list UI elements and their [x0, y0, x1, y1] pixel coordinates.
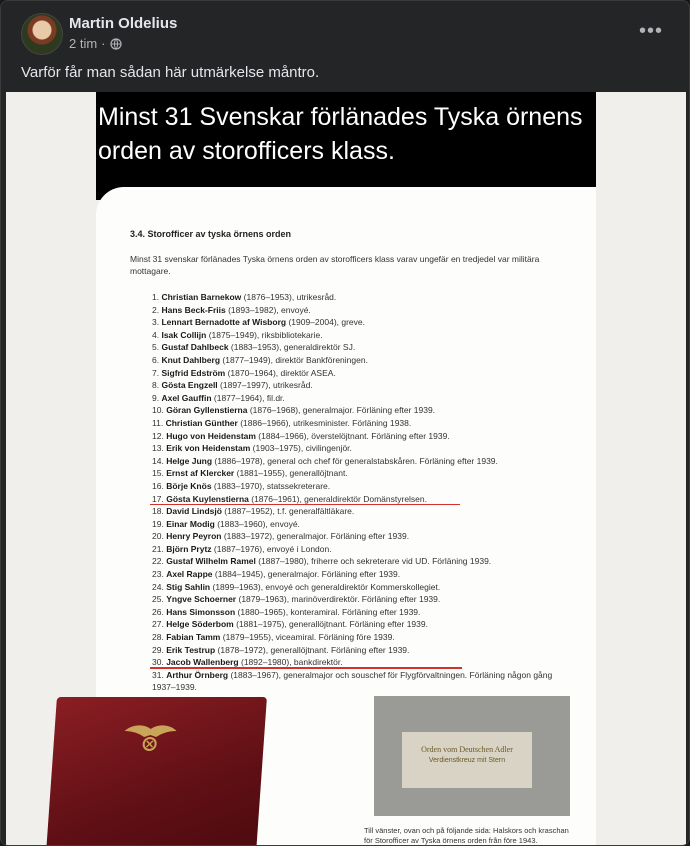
list-item-details: (1876–1968), generalmajor. Förläning efter 1939. — [247, 405, 436, 416]
list-item-details: (1903–1975), civilingenjör. — [250, 443, 352, 454]
list-item-name: Helge Jung — [166, 455, 213, 466]
list-item-number: 19. — [152, 518, 164, 529]
list-item-number: 15. — [152, 468, 164, 479]
list-item-details: (1887–1976), envoyé i London. — [211, 543, 332, 554]
list-item-name: Axel Rappe — [166, 569, 213, 580]
author-name[interactable]: Martin Oldelius — [69, 15, 178, 32]
list-item — [152, 530, 582, 543]
list-item-name: Björn Prytz — [166, 543, 212, 554]
list-item-name: Gösta Kuylenstierna — [166, 493, 249, 504]
list-item-name: Arthur Örnberg — [166, 669, 229, 680]
list-item-name: Helge Söderbom — [166, 619, 234, 630]
list-item-details: (1887–1952), t.f. generalfältläkare. — [221, 506, 355, 517]
eagle-icon — [121, 721, 179, 755]
label-card-line2: Verdienstkreuz mit Stern — [428, 757, 506, 764]
list-item-details: (1878–1972), generallöjtnant. Förläning efter 1939. — [215, 644, 410, 655]
document-heading: 3.4. Storofficer av tyska örnens orden — [130, 229, 292, 239]
list-item — [152, 341, 582, 354]
list-item-name: Göran Gyllenstierna — [166, 405, 248, 416]
label-card — [402, 732, 532, 788]
list-item-name: Yngve Schoerner — [166, 594, 237, 605]
list-item-number: 13. — [152, 443, 164, 454]
list-item-number: 6. — [152, 354, 160, 365]
label-card-line1: Orden vom Deutschen Adler — [421, 745, 513, 754]
label-photo — [374, 696, 570, 816]
list-item-number: 30. — [152, 657, 164, 668]
avatar[interactable] — [21, 13, 63, 55]
post-header — [21, 13, 671, 57]
list-item-name: Hugo von Heidenstam — [166, 430, 256, 441]
list-item-number: 18. — [152, 506, 164, 517]
list-item-name: Henry Peyron — [166, 531, 222, 542]
list-item — [152, 392, 582, 405]
list-item-number: 8. — [152, 380, 160, 391]
list-item-name: Erik von Heidenstam — [166, 443, 251, 454]
list-item-details: (1879–1963), marinöverdirektör. Förläning efter 1939. — [236, 594, 441, 605]
list-item-number: 31. — [152, 669, 164, 680]
document-intro: Minst 31 svenskar förlänades Tyska örnens orden av storofficers klass varav ungefär en tredjedel var militära mottagare. — [130, 254, 540, 276]
recipient-list — [152, 291, 582, 693]
list-item — [152, 505, 582, 518]
list-item-details: (1909–2004), greve. — [286, 317, 365, 328]
list-item — [152, 493, 582, 506]
list-item-number: 2. — [152, 304, 160, 315]
list-item-name: Lennart Bernadotte af Wisborg — [161, 317, 287, 328]
list-item-number: 23. — [152, 569, 164, 580]
list-item-number: 9. — [152, 392, 160, 403]
globe-icon[interactable] — [110, 38, 122, 50]
list-item — [152, 379, 582, 392]
list-item-name: Axel Gauffin — [161, 392, 212, 403]
list-item-number: 1. — [152, 292, 160, 302]
list-item-number: 3. — [152, 317, 160, 328]
order-box-photo — [45, 697, 267, 846]
list-item-details: (1876–1953), utrikesråd. — [241, 292, 337, 302]
post-image[interactable] — [6, 92, 686, 846]
list-item-details: (1883–1972), generalmajor. Förläning efter 1939. — [221, 531, 410, 542]
list-item — [152, 606, 582, 619]
list-item-name: Hans Beck-Friis — [161, 304, 226, 315]
list-item — [152, 555, 582, 568]
list-item — [152, 581, 582, 594]
list-item-number: 27. — [152, 619, 164, 630]
list-item-details: (1886–1966), utrikesminister. Förläning 1938. — [237, 417, 412, 428]
list-item-details: (1899–1963), envoyé och generaldirektör Kommerskollegiet. — [210, 581, 441, 592]
list-item-details: (1887–1980), friherre och sekreterare vid UD. Förläning 1939. — [255, 556, 492, 567]
list-item — [152, 593, 582, 606]
list-item-name: David Lindsjö — [166, 506, 222, 517]
list-item-name: Isak Collijn — [161, 329, 207, 340]
list-item-details: (1881–1975), generallöjtnant. Förläning efter 1939. — [233, 619, 428, 630]
list-item-name: Jacob Wallenberg — [166, 657, 239, 668]
list-item — [152, 430, 582, 443]
list-item-number: 14. — [152, 455, 164, 466]
list-item — [152, 304, 582, 317]
list-item-details: (1880–1965), konteramiral. Förläning efter 1939. — [235, 606, 421, 617]
list-item-details: (1893–1982), envoyé. — [225, 304, 311, 315]
list-item-details: (1879–1955), viceamiral. Förläning före 1939. — [220, 632, 395, 643]
list-item — [152, 669, 572, 693]
list-item-details: (1884–1966), överstelöjtnant. Förläning efter 1939. — [255, 430, 450, 441]
list-item-number: 20. — [152, 531, 164, 542]
list-item-name: Ernst af Klercker — [166, 468, 235, 479]
post-meta — [69, 36, 122, 51]
list-item-name: Knut Dahlberg — [161, 354, 221, 365]
list-item-name: Gustaf Wilhelm Ramel — [166, 556, 256, 567]
list-item-details: (1876–1961), generaldirektör Domänstyrelsen. — [248, 493, 428, 504]
list-item — [152, 568, 582, 581]
list-item-name: Fabian Tamm — [166, 632, 221, 643]
list-item — [152, 644, 582, 657]
list-item-details: (1884–1945), generalmajor. Förläning efter 1939. — [212, 569, 401, 580]
list-item-details: (1883–1960), envoyé. — [214, 518, 300, 529]
list-item-details: (1881–1955), generallöjtnant. — [234, 468, 348, 479]
list-item — [152, 404, 582, 417]
list-item-details: (1870–1964), direktör ASEA. — [225, 367, 336, 378]
list-item-name: Gösta Engzell — [161, 380, 218, 391]
list-item-name: Hans Simonsson — [166, 606, 236, 617]
list-item-details: (1883–1970), statssekreterare. — [211, 480, 331, 491]
list-item-details: (1886–1978), general och chef för generalstabskåren. Förläning efter 1939. — [212, 455, 498, 466]
list-item-number: 21. — [152, 543, 164, 554]
list-item — [152, 367, 582, 380]
image-banner-text: Minst 31 Svenskar förlänades Tyska örnens orden av storofficers klass. — [96, 92, 596, 200]
post-time[interactable]: 2 tim — [69, 36, 98, 51]
list-item — [152, 291, 582, 304]
list-item — [152, 618, 582, 631]
list-item-details: (1875–1949), riksbibliotekarie. — [206, 329, 323, 340]
list-item — [152, 455, 582, 468]
list-item-number: 16. — [152, 480, 164, 491]
list-item-number: 22. — [152, 556, 164, 567]
list-item-name: Sigfrid Edström — [161, 367, 226, 378]
list-item-name: Börje Knös — [166, 480, 212, 491]
list-item-details: (1877–1964), fil.dr. — [211, 392, 285, 403]
list-item-number: 11. — [152, 417, 164, 428]
list-item-name: Gustaf Dahlbeck — [161, 342, 229, 353]
list-item — [152, 329, 582, 342]
list-item-details: (1877–1949), direktör Bankföreningen. — [220, 354, 368, 365]
list-item — [152, 480, 582, 493]
list-item-number: 17. — [152, 493, 164, 504]
list-item-number: 4. — [152, 329, 160, 340]
list-item-number: 7. — [152, 367, 160, 378]
more-dots-icon[interactable]: ••• — [638, 20, 663, 42]
list-item-name: Stig Sahlin — [166, 581, 211, 592]
list-item-name: Erik Testrup — [166, 644, 216, 655]
list-item-name: Einar Modig — [166, 518, 215, 529]
list-item — [152, 518, 582, 531]
list-item-number: 12. — [152, 430, 164, 441]
list-item — [152, 656, 582, 669]
list-item — [152, 543, 582, 556]
image-caption: Till vänster, ovan och på följande sida: Halskors och kraschan för Storofficer av Tyska örnens orden från före 1943. — [364, 826, 569, 845]
list-item-number: 5. — [152, 342, 160, 353]
list-item-number: 29. — [152, 644, 164, 655]
list-item — [152, 354, 582, 367]
list-item — [152, 631, 582, 644]
list-item-details: (1897–1997), utrikesråd. — [217, 380, 313, 391]
list-item — [152, 417, 582, 430]
list-item-details: (1883–1953), generaldirektör SJ. — [228, 342, 356, 353]
list-item-number: 28. — [152, 632, 164, 643]
post-text: Varför får man sådan här utmärkelse måntro. — [21, 64, 320, 81]
meta-separator: · — [101, 36, 106, 51]
list-item-number: 25. — [152, 594, 164, 605]
list-item-name: Christian Barnekow — [161, 292, 242, 302]
list-item — [152, 316, 582, 329]
list-item-details: (1883–1967), generalmajor och souschef för Flygförvaltningen. Förläning någon gång 1937–1939. — [152, 669, 553, 692]
list-item — [152, 442, 582, 455]
list-item-details: (1892–1980), bankdirektör. — [238, 657, 343, 668]
list-item-number: 10. — [152, 405, 164, 416]
list-item-number: 24. — [152, 581, 164, 592]
list-item-name: Christian Günther — [165, 417, 238, 428]
list-item — [152, 467, 582, 480]
list-item-number: 26. — [152, 606, 164, 617]
